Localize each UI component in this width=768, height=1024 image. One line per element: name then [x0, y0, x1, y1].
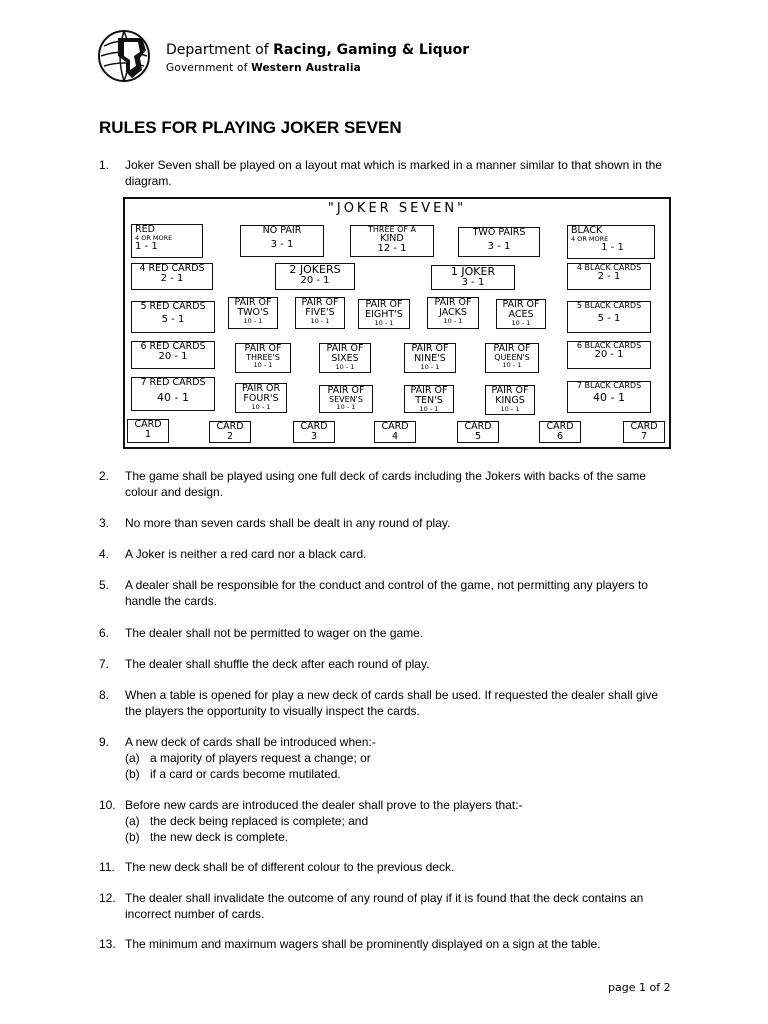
bet-box-black: BLACK 4 OR MORE 1 - 1 — [567, 225, 655, 259]
bet-box-pair-of-nines: PAIR OF NINE'S 10 - 1 — [404, 343, 456, 373]
bet-box-three-of-a-kind: THREE OF A KIND 12 - 1 — [350, 225, 434, 257]
rule-item: 8. When a table is opened for play a new deck of cards shall be used. If requested the dealer shall give the players the opportunity to visually inspect the cards. — [99, 688, 658, 718]
bet-box-two-pairs: TWO PAIRS 3 - 1 — [458, 227, 540, 257]
bet-box-2-jokers: 2 JOKERS 20 - 1 — [275, 263, 355, 290]
card-position-5: CARD 5 — [457, 421, 499, 443]
bet-box-7-red-cards: 7 RED CARDS 40 - 1 — [131, 377, 215, 411]
card-position-1: CARD 1 — [127, 419, 169, 443]
bet-box-pair-of-sevens: PAIR OF SEVEN'S 10 - 1 — [319, 385, 373, 413]
sub-item: (a) a majority of players request a change; or — [125, 751, 371, 765]
department-globe-logo — [96, 28, 156, 84]
bet-box-5-black-cards: 5 BLACK CARDS 5 - 1 — [567, 301, 651, 333]
rule-item: 6. The dealer shall not be permitted to wager on the game. — [99, 626, 424, 640]
card-position-7: CARD 7 — [623, 421, 665, 443]
bet-box-pair-of-fours: PAIR OR FOUR'S 10 - 1 — [235, 383, 287, 413]
bet-box-pair-of-jacks: PAIR OF JACKS 10 - 1 — [427, 297, 479, 329]
bet-box-pair-of-eights: PAIR OF EIGHT'S 10 - 1 — [358, 299, 410, 329]
government-name: Government of Western Australia — [166, 62, 361, 74]
bet-box-pair-of-threes: PAIR OF THREE'S 10 - 1 — [235, 343, 291, 373]
sub-item: (b) the new deck is complete. — [125, 830, 289, 844]
bet-box-6-red-cards: 6 RED CARDS 20 - 1 — [131, 341, 215, 369]
department-name: Department of Racing, Gaming & Liquor — [166, 42, 470, 58]
bet-box-4-black-cards: 4 BLACK CARDS 2 - 1 — [567, 263, 651, 290]
rule-item: 11. The new deck shall be of different colour to the previous deck. — [99, 860, 455, 874]
rule-item: 4. A Joker is neither a red card nor a black card. — [99, 547, 367, 561]
card-position-6: CARD 6 — [539, 421, 581, 443]
bet-box-pair-of-kings: PAIR OF KINGS 10 - 1 — [485, 385, 535, 415]
bet-box-5-red-cards: 5 RED CARDS 5 - 1 — [131, 301, 215, 333]
rule-item: 9. A new deck of cards shall be introduced when:- (a) a majority of players request a change; or (b) if a card or cards become mutilated. — [99, 734, 671, 782]
bet-box-7-black-cards: 7 BLACK CARDS 40 - 1 — [567, 381, 651, 413]
bet-box-red: RED 4 OR MORE 1 - 1 — [131, 224, 203, 258]
bet-box-6-black-cards: 6 BLACK CARDS 20 - 1 — [567, 341, 651, 369]
card-position-3: CARD 3 — [293, 421, 335, 443]
rule-item: 7. The dealer shall shuffle the deck after each round of play. — [99, 657, 430, 671]
sub-item: (a) the deck being replaced is complete; and — [125, 814, 369, 828]
layout-mat-diagram — [123, 197, 671, 449]
document-title: RULES FOR PLAYING JOKER SEVEN — [99, 118, 402, 137]
bet-box-pair-of-twos: PAIR OF TWO'S 10 - 1 — [228, 297, 278, 329]
mat-title: "JOKER SEVEN" — [327, 201, 467, 216]
rule-item: 5. A dealer shall be responsible for the conduct and control of the game, not permitting any players to handle the cards. — [99, 578, 648, 608]
bet-box-pair-of-queens: PAIR OF QUEEN'S 10 - 1 — [485, 343, 539, 373]
rule-item: 3. No more than seven cards shall be dealt in any round of play. — [99, 516, 451, 530]
bet-box-pair-of-fives: PAIR OF FIVE'S 10 - 1 — [295, 297, 345, 329]
rule-item: 12. The dealer shall invalidate the outcome of any round of play if it is found that the deck contains an incorrect number of cards. — [99, 891, 644, 921]
bet-box-pair-of-tens: PAIR OF TEN'S 10 - 1 — [404, 385, 454, 413]
card-position-4: CARD 4 — [374, 421, 416, 443]
sub-item: (b) if a card or cards become mutilated. — [125, 767, 341, 781]
bet-box-pair-of-aces: PAIR OF ACES 10 - 1 — [496, 299, 546, 329]
rule-item: 10. Before new cards are introduced the dealer shall prove to the players that:- (a) the deck being replaced is complete; and (b) the new deck is complete. — [99, 797, 671, 845]
bet-box-1-joker: 1 JOKER 3 - 1 — [431, 265, 515, 290]
rule-item: 13. The minimum and maximum wagers shall be prominently displayed on a sign at the table. — [99, 937, 601, 951]
bet-box-4-red-cards: 4 RED CARDS 2 - 1 — [131, 263, 213, 290]
rule-item: 2. The game shall be played using one full deck of cards including the Jokers with backs of the same colour and design. — [99, 469, 646, 499]
page-number: page 1 of 2 — [608, 981, 671, 994]
rule-item: 1. Joker Seven shall be played on a layout mat which is marked in a manner similar to that shown in the diagram. — [99, 158, 662, 188]
bet-box-pair-of-sixes: PAIR OF SIXES 10 - 1 — [319, 343, 371, 373]
card-position-2: CARD 2 — [209, 421, 251, 443]
bet-box-no-pair: NO PAIR 3 - 1 — [240, 225, 324, 257]
